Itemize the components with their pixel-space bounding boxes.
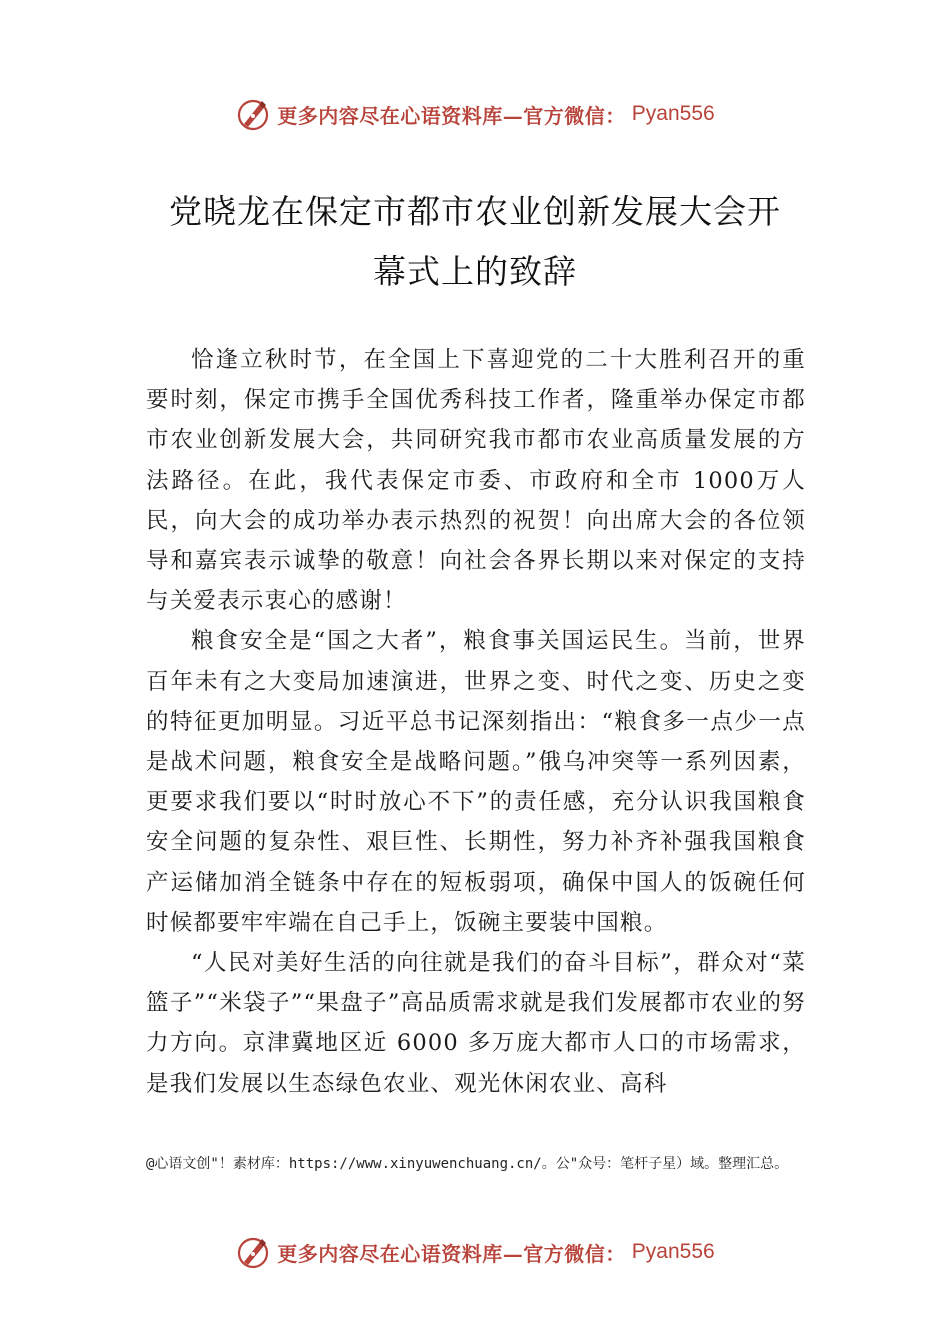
- wechat-handle: Pyan556: [631, 102, 715, 125]
- brand-text: 更多内容尽在心语资料库—官方微信：: [277, 1241, 626, 1266]
- source-footnote: @心语文创"！素材库：https://www.xinyuwenchuang.cn/。公"众号：笔杆子星）域。整理汇总。: [146, 1156, 789, 1172]
- brand-text: 更多内容尽在心语资料库—官方微信：: [277, 103, 626, 128]
- title-line-2: 幕式上的致辞: [373, 252, 577, 291]
- paragraph-3: “人民对美好生活的向往就是我们的奋斗目标”，群众对“菜篮子”“米袋子”“果盘子”高品质需求就是我们发展都市农业的努力方向。京津冀地区近 6000 多万庞大都市人口的市场需求，是我们发展以生态绿色农业、观光休闲农业、高科: [146, 950, 806, 1097]
- paragraph-2: 粮食安全是“国之大者”，粮食事关国运民生。当前，世界百年未有之大变局加速演进，世界之变、时代之变、历史之变的特征更加明显。习近平总书记深刻指出：“粮食多一点少一点是战术问题，粮食安全是战略问题。”俄乌冲突等一系列因素，更要求我们要以“时时放心不下”的责任感，充分认识我国粮食安全问题的复杂性、艰巨性、长期性，努力补齐补强我国粮食产运储加消全链条中存在的短板弱项，确保中国人的饭碗任何时候都要牢牢端在自己手上，饭碗主要装中国粮。: [146, 628, 806, 936]
- paragraph-1: 恰逢立秋时节，在全国上下喜迎党的二十大胜利召开的重要时刻，保定市携手全国优秀科技工作者，隆重举办保定市都市农业创新发展大会，共同研究我市都市农业高质量发展的方法路径。在此，我代表保定市委、市政府和全市 1000万人民，向大会的成功举办表示热烈的祝贺！向出席大会的各位领导和嘉宾表示诚挚的敬意！向社会各界长期以来对保定的支持与关爱表示衷心的感谢！: [146, 347, 806, 615]
- document-title: [130, 182, 820, 302]
- wechat-handle: Pyan556: [631, 1240, 715, 1263]
- document-body: [146, 340, 806, 1104]
- footer-banner: [0, 1232, 950, 1272]
- pen-nib-circle-icon: [235, 1234, 271, 1270]
- pen-nib-circle-icon: [235, 96, 271, 132]
- header-banner: [0, 94, 950, 134]
- title-line-1: 党晓龙在保定市都市农业创新发展大会开: [169, 192, 781, 231]
